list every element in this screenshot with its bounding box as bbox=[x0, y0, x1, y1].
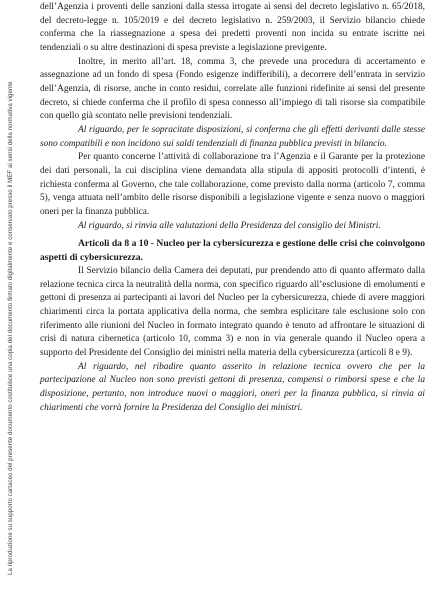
document-page bbox=[40, 1, 425, 415]
paragraph-4: Per quanto concerne l’attività di collaborazione tra l’Agenzia e il Garante per la protezione dei dati personali, la cui disciplina viene demandata alla stipula di appositi protocolli d’intenti, è richiesta conferma al Governo, che tale collaborazione, come previsto dalla norma (articolo 7, comma 5), venga attuata nell’ambito delle risorse disponibili a legislazione vigente e senza nuovo o maggiori oneri per la finanza pubblica. bbox=[40, 152, 425, 217]
paragraph-5: Al riguardo, si rinvia alle valutazioni della Presidenza del consiglio dei Ministri. bbox=[78, 220, 381, 231]
paragraph-6: Il Servizio bilancio della Camera dei deputati, pur prendendo atto di quanto affermato dalla relazione tecnica circa la neutralità della norma, con specifico riguardo all’esclusione di emolumenti e gettoni di presenza ai partecipanti ai lavori del Nucleo per la cybersicurezza, chiede di avere maggiori chiarimenti circa la portata applicativa della norma, che sembra esplicitare tale esclusione solo con riferimento alle riunioni del Nucleo in formato integrato quando è tenuto ad affrontare le situazioni di crisi di natura cibernetica (articolo 10, comma 3) e non in via generale quando il Nucleo opera a supporto del Presidente del Consiglio dei ministri nella materia della cybersicurezza (articoli 8 e 9). bbox=[40, 266, 425, 359]
side-stamp-text: La riproduzione su supporto cartaceo del presente documento costituisce una copia del documento firmato digitalmente e conservato presso il MEF ai sensi della normativa vigente bbox=[7, 81, 14, 575]
paragraph-7: Al riguardo, nel ribadire quanto asserito in relazione tecnica ovvero che per la partecipazione al Nucleo non sono previsti gettoni di presenza, compensi o rimborsi spese e che la disposizione, pertanto, non introduce nuovi o maggiori, oneri per la finanza pubblica, si rinvia ai chiarimenti che vorrà fornire la Presidenza del Consiglio dei ministri. bbox=[40, 361, 425, 413]
section-heading: Articoli da 8 a 10 - Nucleo per la cybersicurezza e gestione delle crisi che coinvolgono aspetti di cybersicurezza. bbox=[40, 238, 425, 264]
side-stamp bbox=[1, 30, 13, 590]
paragraph-3: Al riguardo, per le sopracitate disposizioni, si conferma che gli effetti derivanti dalle stesse sono compatibili e non incidono sui saldi tendenziali di finanza pubblica previsti in bilancio. bbox=[40, 124, 425, 149]
paragraph-1: dell’Agenzia i proventi delle sanzioni dalla stessa irrogate ai sensi del decreto legislativo n. 65/2018, del decreto-legge n. 105/2019 e del decreto legislativo n. 259/2003, il Servizio bilancio chiede conferma che la riassegnazione a spesa dei predetti proventi non incida su entrate iscritte nei tendenziali o su altre destinazioni di spesa previste a legislazione previgente. bbox=[40, 2, 425, 53]
paragraph-2: Inoltre, in merito all’art. 18, comma 3, che prevede una procedura di accertamento e assegnazione ad un fondo di spesa (Fondo esigenze indifferibili), a decorrere dell’entrata in servizio dell’Agenzia, di risorse, anche in conto residui, correlate alle funzioni ridefinite ai sensi del presente decreto, si chiede conferma che il profilo di spesa connesso all’impiego di tali risorse sia compatibile con quello già scontato nelle previsioni tendenziali. bbox=[40, 56, 425, 122]
